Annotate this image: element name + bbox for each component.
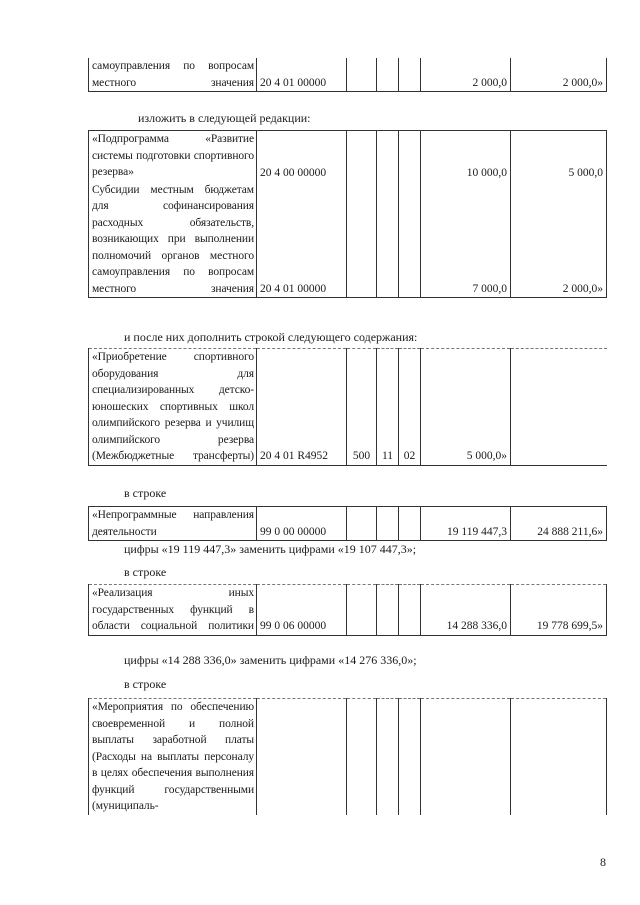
instruction-replace-1: цифры «19 119 447,3» заменить цифрами «19 107 447,3»; <box>124 542 417 556</box>
row-value-2019: 2 000,0» <box>511 182 607 298</box>
row-value-2018: 7 000,0 <box>421 182 511 298</box>
row-value-2019: 19 778 699,5» <box>511 585 607 636</box>
instruction-edit: изложить в следующей редакции: <box>138 111 311 125</box>
row-code: 99 0 06 00000 <box>257 585 347 636</box>
row-description: Субсидии местным бюджетам для софинансирования расходных обязательств, возникающих при выполнении полномочий органов местного самоуправления по вопросам местного значения <box>89 182 257 298</box>
row-vr: 500 <box>347 349 377 466</box>
row-value-2018: 14 288 336,0 <box>421 585 511 636</box>
row-code: 20 4 00 00000 <box>257 131 347 182</box>
row-rz <box>377 58 399 92</box>
row-rz: 11 <box>377 349 399 466</box>
row-value-2019: 24 888 211,6» <box>511 507 607 541</box>
instruction-row-2: в строке <box>124 565 167 579</box>
table-fragment-1 <box>88 58 606 92</box>
row-code: 99 0 00 00000 <box>257 507 347 541</box>
table-fragment-2 <box>88 130 606 298</box>
row-description: «Мероприятия по обеспечению своевременной и полной выплаты заработной платы (Расходы на выплаты персоналу в целях обеспечения выполнения функций государственными (муниципаль- <box>89 699 257 815</box>
row-pr <box>399 58 421 92</box>
row-code: 20 4 01 00000 <box>257 58 347 92</box>
table-fragment-4 <box>88 506 606 541</box>
row-value-2018: 10 000,0 <box>421 131 511 182</box>
row-description: самоуправления по вопросам местного значения <box>89 58 257 92</box>
row-description: «Реализация иных государственных функций в области социальной политики <box>89 585 257 636</box>
row-value-2017: 5 000,0» <box>421 349 511 466</box>
instruction-row-1: в строке <box>124 486 167 500</box>
instruction-add: и после них дополнить строкой следующего содержания: <box>124 330 418 344</box>
row-value-2018: 19 119 447,3 <box>421 507 511 541</box>
table-fragment-3 <box>88 348 606 466</box>
page-number: 8 <box>600 855 606 869</box>
row-value-2018: 2 000,0 <box>421 58 511 92</box>
row-pr: 02 <box>399 349 421 466</box>
row-vr <box>347 58 377 92</box>
row-description: «Подпрограмма «Развитие системы подготовки спортивного резерва» <box>89 131 257 182</box>
instruction-row-3: в строке <box>124 677 167 691</box>
table-fragment-5 <box>88 584 606 636</box>
table-fragment-6 <box>88 698 606 815</box>
row-description: «Непрограммные направления деятельности <box>89 507 257 541</box>
row-code: 20 4 01 R4952 <box>257 349 347 466</box>
row-value-2019: 2 000,0» <box>511 58 607 92</box>
row-value-2019: 5 000,0 <box>511 131 607 182</box>
instruction-replace-2: цифры «14 288 336,0» заменить цифрами «14 276 336,0»; <box>124 653 417 667</box>
row-description: «Приобретение спортивного оборудования для специализированных детско-юношеских спортивных школ олимпийского резерва и училищ олимпийского резерва (Межбюджетные трансферты) <box>89 349 257 466</box>
row-code: 20 4 01 00000 <box>257 182 347 298</box>
